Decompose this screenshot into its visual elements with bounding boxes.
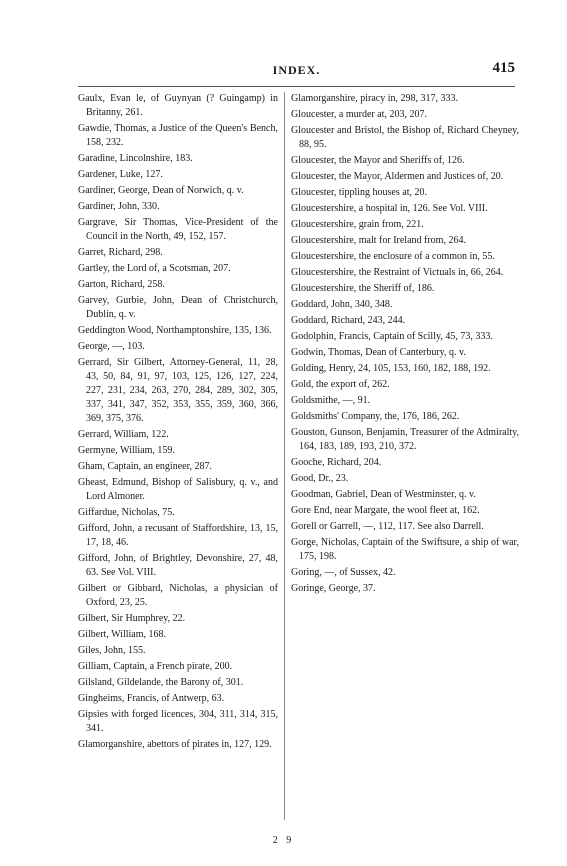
index-column-right [291,92,519,598]
index-entry: Garton, Richard, 258. [78,279,165,290]
index-entry: Gooche, Richard, 204. [291,457,382,468]
index-entry: Gardener, Luke, 127. [78,169,163,180]
index-entry: Giffardue, Nicholas, 75. [78,507,175,518]
index-entry: Gloucestershire, malt for Ireland from, 264. [291,235,466,246]
index-entry: Gore End, near Margate, the wool fleet at, 162. [291,505,480,516]
index-entry: Garvey, Gurbie, John, Dean of Christchurch, Dublin, q. v. [78,295,278,320]
index-entry: Gilbert, William, 168. [78,629,167,640]
index-entry: Gloucestershire, a hospital in, 126. See Vol. VIII. [291,203,488,214]
index-entry: Gardiner, George, Dean of Norwich, q. v. [78,185,244,196]
index-entry: Garadine, Lincolnshire, 183. [78,153,193,164]
index-entry: Gerrard, Sir Gilbert, Attorney-General, 11, 28, 43, 50, 84, 91, 97, 103, 125, 126, 127, 224, 227, 231, 234, 263, 270, 284, 289, 302, 305, 337, 341, 347, 352, 353, 355, 359, 360, 366, 369, 375, 376. [78,357,278,424]
index-entry: Gloucester and Bristol, the Bishop of, Richard Cheyney, 88, 95. [291,125,519,150]
column-divider [284,92,285,820]
index-entry: Gloucester, a murder at, 203, 207. [291,109,427,120]
signature-mark: 2 9 [272,835,295,846]
index-entry: Gifford, John, of Brightley, Devonshire, 27, 48, 63. See Vol. VIII. [78,553,278,578]
index-entry: Gloucestershire, the enclosure of a common in, 55. [291,251,495,262]
index-column-left [78,92,278,754]
index-entry: Gartley, the Lord of, a Scotsman, 207. [78,263,231,274]
index-entry: Gloucester, the Mayor and Sheriffs of, 126. [291,155,465,166]
index-entry: Giles, John, 155. [78,645,146,656]
page-header [78,60,515,82]
index-entry: Goddard, John, 340, 348. [291,299,393,310]
index-entry: Germyne, William, 159. [78,445,175,456]
index-entry: Gloucester, the Mayor, Aldermen and Justices of, 20. [291,171,504,182]
index-entry: Gorge, Nicholas, Captain of the Swiftsure, a ship of war, 175, 198. [291,537,519,562]
index-entry: Goddard, Richard, 243, 244. [291,315,406,326]
index-entry: Gold, the export of, 262. [291,379,390,390]
index-entry: Goodman, Gabriel, Dean of Westminster, q. v. [291,489,476,500]
index-entry: Glamorganshire, piracy in, 298, 317, 333. [291,93,459,104]
index-entry: Gilbert, Sir Humphrey, 22. [78,613,186,624]
index-entry: Gipsies with forged licences, 304, 311, 314, 315, 341. [78,709,278,734]
index-entry: Gardiner, John, 330. [78,201,160,212]
index-entry: Gifford, John, a recusant of Staffordshire, 13, 15, 17, 18, 46. [78,523,278,548]
index-entry: Glamorganshire, abettors of pirates in, 127, 129. [78,739,272,750]
index-entry: Goringe, George, 37. [291,583,376,594]
index-entry: Gloucester, tippling houses at, 20. [291,187,427,198]
index-entry: Gaulx, Evan le, of Guynyan (? Guingamp) in Britanny, 261. [78,93,278,118]
index-entry: Godwin, Thomas, Dean of Canterbury, q. v. [291,347,466,358]
header-rule [78,86,515,87]
index-entry: Garret, Richard, 298. [78,247,163,258]
index-entry: Goring, —, of Sussex, 42. [291,567,396,578]
index-entry: Good, Dr., 23. [291,473,349,484]
index-entry: Gheast, Edmund, Bishop of Salisbury, q. v., and Lord Almoner. [78,477,278,502]
index-entry: Geddington Wood, Northamptonshire, 135, 136. [78,325,272,336]
index-entry: Godolphin, Francis, Captain of Scilly, 45, 73, 333. [291,331,493,342]
index-entry: Gilliam, Captain, a French pirate, 200. [78,661,233,672]
running-title: INDEX. [272,63,321,77]
index-entry: Gloucestershire, the Restraint of Victuals in, 66, 264. [291,267,504,278]
index-entry: Goldsmithe, —, 91. [291,395,371,406]
index-entry: Gouston, Gunson, Benjamin, Treasurer of the Admiralty, 164, 183, 189, 193, 210, 372. [291,427,519,452]
index-entry: Gloucestershire, grain from, 221. [291,219,424,230]
index-entry: George, —, 103. [78,341,145,352]
index-entry: Gloucestershire, the Sheriff of, 186. [291,283,435,294]
index-entry: Gerrard, William, 122. [78,429,169,440]
index-entry: Golding, Henry, 24, 105, 153, 160, 182, 188, 192. [291,363,491,374]
index-entry: Goldsmiths' Company, the, 176, 186, 262. [291,411,460,422]
page-number: 415 [492,60,515,76]
index-entry: Gawdie, Thomas, a Justice of the Queen's Bench, 158, 232. [78,123,278,148]
index-entry: Gargrave, Sir Thomas, Vice-President of the Council in the North, 49, 152, 157. [78,217,278,242]
index-entry: Gham, Captain, an engineer, 287. [78,461,213,472]
index-entry: Gorell or Garrell, —, 112, 117. See also Darrell. [291,521,484,532]
index-entry: Gilsland, Gildelande, the Barony of, 301. [78,677,244,688]
index-entry: Gilbert or Gibbard, Nicholas, a physician of Oxford, 23, 25. [78,583,278,608]
index-entry: Gingheims, Francis, of Antwerp, 63. [78,693,225,704]
